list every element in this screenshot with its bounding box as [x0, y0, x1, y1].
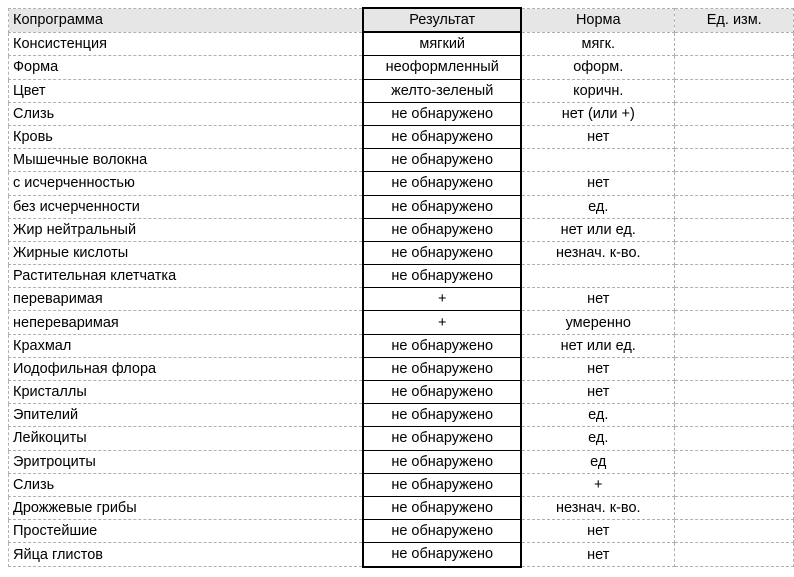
table-row [9, 56, 794, 79]
row-result: не обнаружено [363, 241, 521, 264]
row-name: Консистенция [9, 32, 364, 56]
row-unit [675, 496, 794, 519]
row-unit [675, 334, 794, 357]
row-name: Крахмал [9, 334, 364, 357]
row-name: непереваримая [9, 311, 364, 334]
row-result: + [363, 288, 521, 311]
row-name: Яйца глистов [9, 543, 364, 567]
row-norm: незнач. к-во. [521, 496, 675, 519]
row-name: Жир нейтральный [9, 218, 364, 241]
table-row [9, 218, 794, 241]
row-result: не обнаружено [363, 404, 521, 427]
row-name: Растительная клетчатка [9, 265, 364, 288]
row-norm: ед. [521, 404, 675, 427]
row-result: не обнаружено [363, 149, 521, 172]
table-row [9, 172, 794, 195]
row-result: не обнаружено [363, 450, 521, 473]
row-result: не обнаружено [363, 125, 521, 148]
row-name: с исчерченностью [9, 172, 364, 195]
row-norm: нет [521, 381, 675, 404]
table-row [9, 543, 794, 567]
row-norm [521, 149, 675, 172]
row-unit [675, 288, 794, 311]
row-result: желто-зеленый [363, 79, 521, 102]
row-result: не обнаружено [363, 218, 521, 241]
table-row [9, 311, 794, 334]
row-result: + [363, 311, 521, 334]
row-unit [675, 357, 794, 380]
row-norm: нет или ед. [521, 218, 675, 241]
row-unit [675, 241, 794, 264]
row-unit [675, 172, 794, 195]
row-norm: + [521, 473, 675, 496]
row-norm: оформ. [521, 56, 675, 79]
coprogram-table [8, 7, 794, 568]
table-row [9, 450, 794, 473]
row-unit [675, 543, 794, 567]
row-name: Эритроциты [9, 450, 364, 473]
table-row [9, 79, 794, 102]
row-norm: нет (или +) [521, 102, 675, 125]
row-result: не обнаружено [363, 520, 521, 543]
row-result: не обнаружено [363, 265, 521, 288]
row-norm: нет [521, 288, 675, 311]
row-norm: мягк. [521, 32, 675, 56]
row-norm: ед [521, 450, 675, 473]
row-name: без исчерченности [9, 195, 364, 218]
row-unit [675, 218, 794, 241]
row-norm: нет [521, 543, 675, 567]
row-result: не обнаружено [363, 334, 521, 357]
row-unit [675, 404, 794, 427]
row-unit [675, 473, 794, 496]
table-row [9, 473, 794, 496]
row-unit [675, 32, 794, 56]
row-unit [675, 265, 794, 288]
row-norm: нет [521, 172, 675, 195]
table-row [9, 32, 794, 56]
row-name: Простейшие [9, 520, 364, 543]
row-norm [521, 265, 675, 288]
row-unit [675, 520, 794, 543]
row-norm: незнач. к-во. [521, 241, 675, 264]
row-result: не обнаружено [363, 496, 521, 519]
row-norm: ед. [521, 427, 675, 450]
row-name: Иодофильная флора [9, 357, 364, 380]
table-row [9, 357, 794, 380]
row-name: Жирные кислоты [9, 241, 364, 264]
row-name: Лейкоциты [9, 427, 364, 450]
row-unit [675, 149, 794, 172]
table-row [9, 102, 794, 125]
table-row [9, 288, 794, 311]
row-name: Дрожжевые грибы [9, 496, 364, 519]
row-norm: нет или ед. [521, 334, 675, 357]
row-norm: умеренно [521, 311, 675, 334]
table-row [9, 334, 794, 357]
table-row [9, 125, 794, 148]
header-norm: Норма [521, 8, 675, 32]
table-row [9, 404, 794, 427]
row-norm: коричн. [521, 79, 675, 102]
header-result: Результат [363, 8, 521, 32]
row-norm: нет [521, 357, 675, 380]
row-unit [675, 427, 794, 450]
row-name: Эпителий [9, 404, 364, 427]
row-unit [675, 450, 794, 473]
row-name: Кристаллы [9, 381, 364, 404]
row-unit [675, 195, 794, 218]
table-row [9, 427, 794, 450]
header-unit: Ед. изм. [675, 8, 794, 32]
row-name: Мышечные волокна [9, 149, 364, 172]
table-row [9, 520, 794, 543]
row-result: не обнаружено [363, 543, 521, 567]
row-unit [675, 311, 794, 334]
table-row [9, 496, 794, 519]
header-name: Копрограмма [9, 8, 364, 32]
row-result: не обнаружено [363, 172, 521, 195]
row-name: Форма [9, 56, 364, 79]
row-norm: ед. [521, 195, 675, 218]
row-unit [675, 56, 794, 79]
row-name: переваримая [9, 288, 364, 311]
row-name: Кровь [9, 125, 364, 148]
row-name: Слизь [9, 102, 364, 125]
row-result: не обнаружено [363, 473, 521, 496]
row-norm: нет [521, 520, 675, 543]
row-unit [675, 125, 794, 148]
row-unit [675, 79, 794, 102]
row-result: неоформленный [363, 56, 521, 79]
row-unit [675, 102, 794, 125]
row-result: не обнаружено [363, 102, 521, 125]
row-unit [675, 381, 794, 404]
table-row [9, 149, 794, 172]
row-result: не обнаружено [363, 195, 521, 218]
table-row [9, 195, 794, 218]
row-result: мягкий [363, 32, 521, 56]
table-row [9, 241, 794, 264]
row-name: Слизь [9, 473, 364, 496]
header-row [9, 8, 794, 32]
row-name: Цвет [9, 79, 364, 102]
row-result: не обнаружено [363, 357, 521, 380]
table-row [9, 381, 794, 404]
row-norm: нет [521, 125, 675, 148]
table-row [9, 265, 794, 288]
row-result: не обнаружено [363, 427, 521, 450]
row-result: не обнаружено [363, 381, 521, 404]
